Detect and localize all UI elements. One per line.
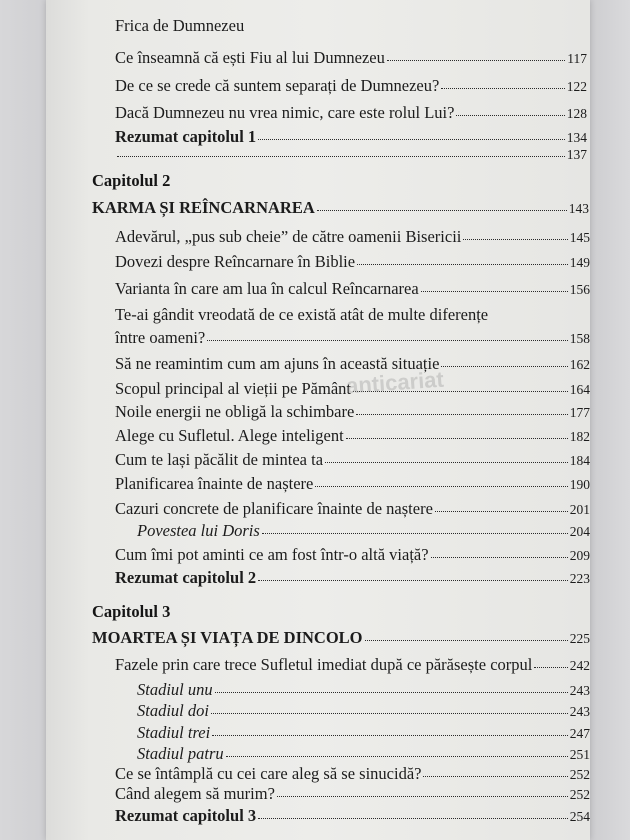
- toc-entry: [115, 76, 587, 96]
- toc-entry-title: Stadiul unu: [137, 680, 213, 699]
- toc-entry-page: 252: [569, 787, 590, 802]
- toc-entry-page: 149: [569, 255, 590, 270]
- toc-entry-title: Povestea lui Doris: [137, 521, 260, 540]
- toc-leader-dots: [315, 486, 567, 487]
- toc-entry-page: 164: [569, 382, 590, 397]
- toc-entry-title: Stadiul patru: [137, 744, 224, 763]
- toc-entry: [115, 499, 590, 519]
- toc-entry: [115, 103, 587, 123]
- toc-entry: [115, 16, 576, 36]
- book-edge-left: [0, 0, 50, 840]
- toc-entry: [115, 279, 590, 299]
- toc-entry-page: 204: [569, 524, 590, 539]
- toc-leader-dots: [441, 366, 567, 367]
- toc-entry-title: Adevărul, „pus sub cheie” de către oamenii Bisericii: [115, 227, 462, 246]
- toc-entry: [115, 450, 590, 470]
- toc-leader-dots: [262, 533, 568, 534]
- toc-leader-dots: [346, 438, 568, 439]
- toc-entry-title: Alege cu Sufletul. Alege inteligent: [115, 426, 344, 445]
- book-page: [46, 0, 590, 840]
- toc-chapter-title: KARMA ȘI REÎNCARNAREA: [92, 198, 315, 217]
- chapter-3-label: Capitolul 3: [92, 602, 171, 621]
- toc-entry-title: Ce înseamnă că ești Fiu al lui Dumnezeu: [115, 48, 385, 67]
- toc-entry: [115, 328, 590, 348]
- toc-entry: [115, 655, 590, 675]
- toc-entry-page: 182: [569, 429, 590, 444]
- toc-leader-dots: [317, 210, 567, 211]
- toc-leader-dots: [365, 640, 568, 641]
- toc-entry-page: 158: [569, 331, 590, 346]
- toc-entry-title: Ce se întâmplă cu cei care aleg să se sinucidă?: [115, 764, 422, 783]
- toc-entry: [115, 305, 590, 325]
- toc-subentry: [137, 744, 590, 764]
- toc-entry: [115, 474, 590, 494]
- toc-entry-page: 128: [566, 106, 587, 121]
- toc-leader-dots: [435, 511, 568, 512]
- toc-entry-page: 122: [566, 79, 587, 94]
- watermark: anticariat: [345, 366, 445, 399]
- toc-entry-title: Fazele prin care trece Sufletul imediat după ce părăsește corpul: [115, 655, 533, 674]
- toc-leader-dots: [325, 462, 568, 463]
- toc-entry-title: Să ne reamintim cum am ajuns în această situație: [115, 354, 440, 373]
- toc-entry-page: 134: [566, 130, 587, 145]
- toc-subentry: [137, 723, 590, 743]
- toc-entry-page: 223: [569, 571, 590, 586]
- toc-entry: [115, 354, 590, 374]
- toc-entry: [115, 252, 590, 272]
- toc-entry-page: 177: [569, 405, 590, 420]
- toc-entry-title: între oameni?: [115, 328, 206, 347]
- toc-leader-dots: [421, 291, 568, 292]
- toc-entry-title: Planificarea înainte de naștere: [115, 474, 314, 493]
- toc-entry-page: 209: [569, 548, 590, 563]
- toc-entry-summary: [115, 806, 590, 826]
- toc-entry-title: Rezumat capitolul 2: [115, 568, 257, 587]
- toc-leader-dots: [117, 156, 565, 157]
- toc-entry-page: 145: [569, 230, 590, 245]
- toc-entry-page: 252: [569, 767, 590, 782]
- toc-leader-dots: [212, 735, 568, 736]
- toc-entry: [115, 545, 590, 565]
- chapter-2-title: [92, 198, 589, 218]
- toc-leader-dots: [456, 115, 564, 116]
- toc-entry-title: Frica de Dumnezeu: [115, 16, 245, 35]
- toc-entry-page: 201: [569, 502, 590, 517]
- toc-extra-line: [115, 147, 587, 163]
- toc-entry-page: 190: [569, 477, 590, 492]
- chapter-3-title: [92, 628, 590, 648]
- toc-leader-dots: [215, 692, 568, 693]
- toc-subentry: [137, 680, 590, 700]
- toc-entry-title: De ce se crede că suntem separați de Dumnezeu?: [115, 76, 440, 95]
- toc-leader-dots: [277, 796, 568, 797]
- toc-entry-title: Te-ai gândit vreodată de ce există atât de multe diferențe: [115, 305, 489, 324]
- toc-entry-title: Dacă Dumnezeu nu vrea nimic, care este rolul Lui?: [115, 103, 455, 122]
- table-of-contents: [46, 0, 590, 840]
- toc-leader-dots: [211, 713, 568, 714]
- toc-subentry: [137, 701, 590, 721]
- toc-entry-title: Varianta în care am lua în calcul Reîncarnarea: [115, 279, 419, 298]
- toc-leader-dots: [441, 88, 564, 89]
- toc-entry-page: 243: [569, 683, 590, 698]
- toc-leader-dots: [431, 557, 568, 558]
- toc-entry-page: 225: [569, 631, 590, 646]
- toc-leader-dots: [258, 818, 568, 819]
- toc-entry-page: 143: [568, 201, 589, 216]
- toc-leader-dots: [357, 264, 568, 265]
- toc-entry: [115, 227, 590, 247]
- toc-entry-page: 137: [566, 147, 587, 162]
- toc-entry: [115, 402, 590, 422]
- toc-leader-dots: [356, 414, 567, 415]
- toc-entry-page: 251: [569, 747, 590, 762]
- toc-entry-title: Noile energii ne obligă la schimbare: [115, 402, 355, 421]
- toc-entry-title: Cum te lași păcălit de mintea ta: [115, 450, 324, 469]
- toc-entry-title: Rezumat capitolul 3: [115, 806, 257, 825]
- toc-entry-page: 184: [569, 453, 590, 468]
- toc-leader-dots: [423, 776, 567, 777]
- toc-entry-page: 254: [569, 809, 590, 824]
- toc-entry: [115, 764, 590, 784]
- toc-entry-page: 247: [569, 726, 590, 741]
- toc-leader-dots: [534, 667, 567, 668]
- toc-entry-title: Scopul principal al vieții pe Pământ: [115, 379, 351, 398]
- toc-entry-page: 117: [567, 51, 587, 66]
- toc-leader-dots: [207, 340, 567, 341]
- toc-entry-title: Stadiul doi: [137, 701, 209, 720]
- toc-entry-page: 242: [569, 658, 590, 673]
- toc-leader-dots: [258, 139, 565, 140]
- toc-entry-summary: [115, 568, 590, 588]
- toc-entry-page: 156: [569, 282, 590, 297]
- toc-leader-dots: [258, 580, 568, 581]
- toc-entry-title: Cum îmi pot aminti ce am fost într-o altă viață?: [115, 545, 429, 564]
- toc-entry-page: 243: [569, 704, 590, 719]
- toc-leader-dots: [463, 239, 567, 240]
- toc-entry-title: Rezumat capitolul 1: [115, 127, 257, 146]
- toc-leader-dots: [226, 756, 568, 757]
- toc-entry-summary: [115, 127, 587, 147]
- toc-entry: [115, 426, 590, 446]
- toc-subentry: [137, 521, 590, 541]
- toc-entry-page: 162: [569, 357, 590, 372]
- toc-entry-title: Stadiul trei: [137, 723, 211, 742]
- toc-leader-dots: [387, 60, 565, 61]
- chapter-2-label: Capitolul 2: [92, 171, 171, 190]
- toc-entry-title: Când alegem să murim?: [115, 784, 275, 803]
- toc-chapter-title: MOARTEA ȘI VIAȚA DE DINCOLO: [92, 628, 363, 647]
- toc-entry: [115, 784, 590, 804]
- toc-entry-title: Cazuri concrete de planificare înainte de naștere: [115, 499, 433, 518]
- toc-entry: [115, 48, 587, 68]
- toc-entry-title: Dovezi despre Reîncarnare în Biblie: [115, 252, 356, 271]
